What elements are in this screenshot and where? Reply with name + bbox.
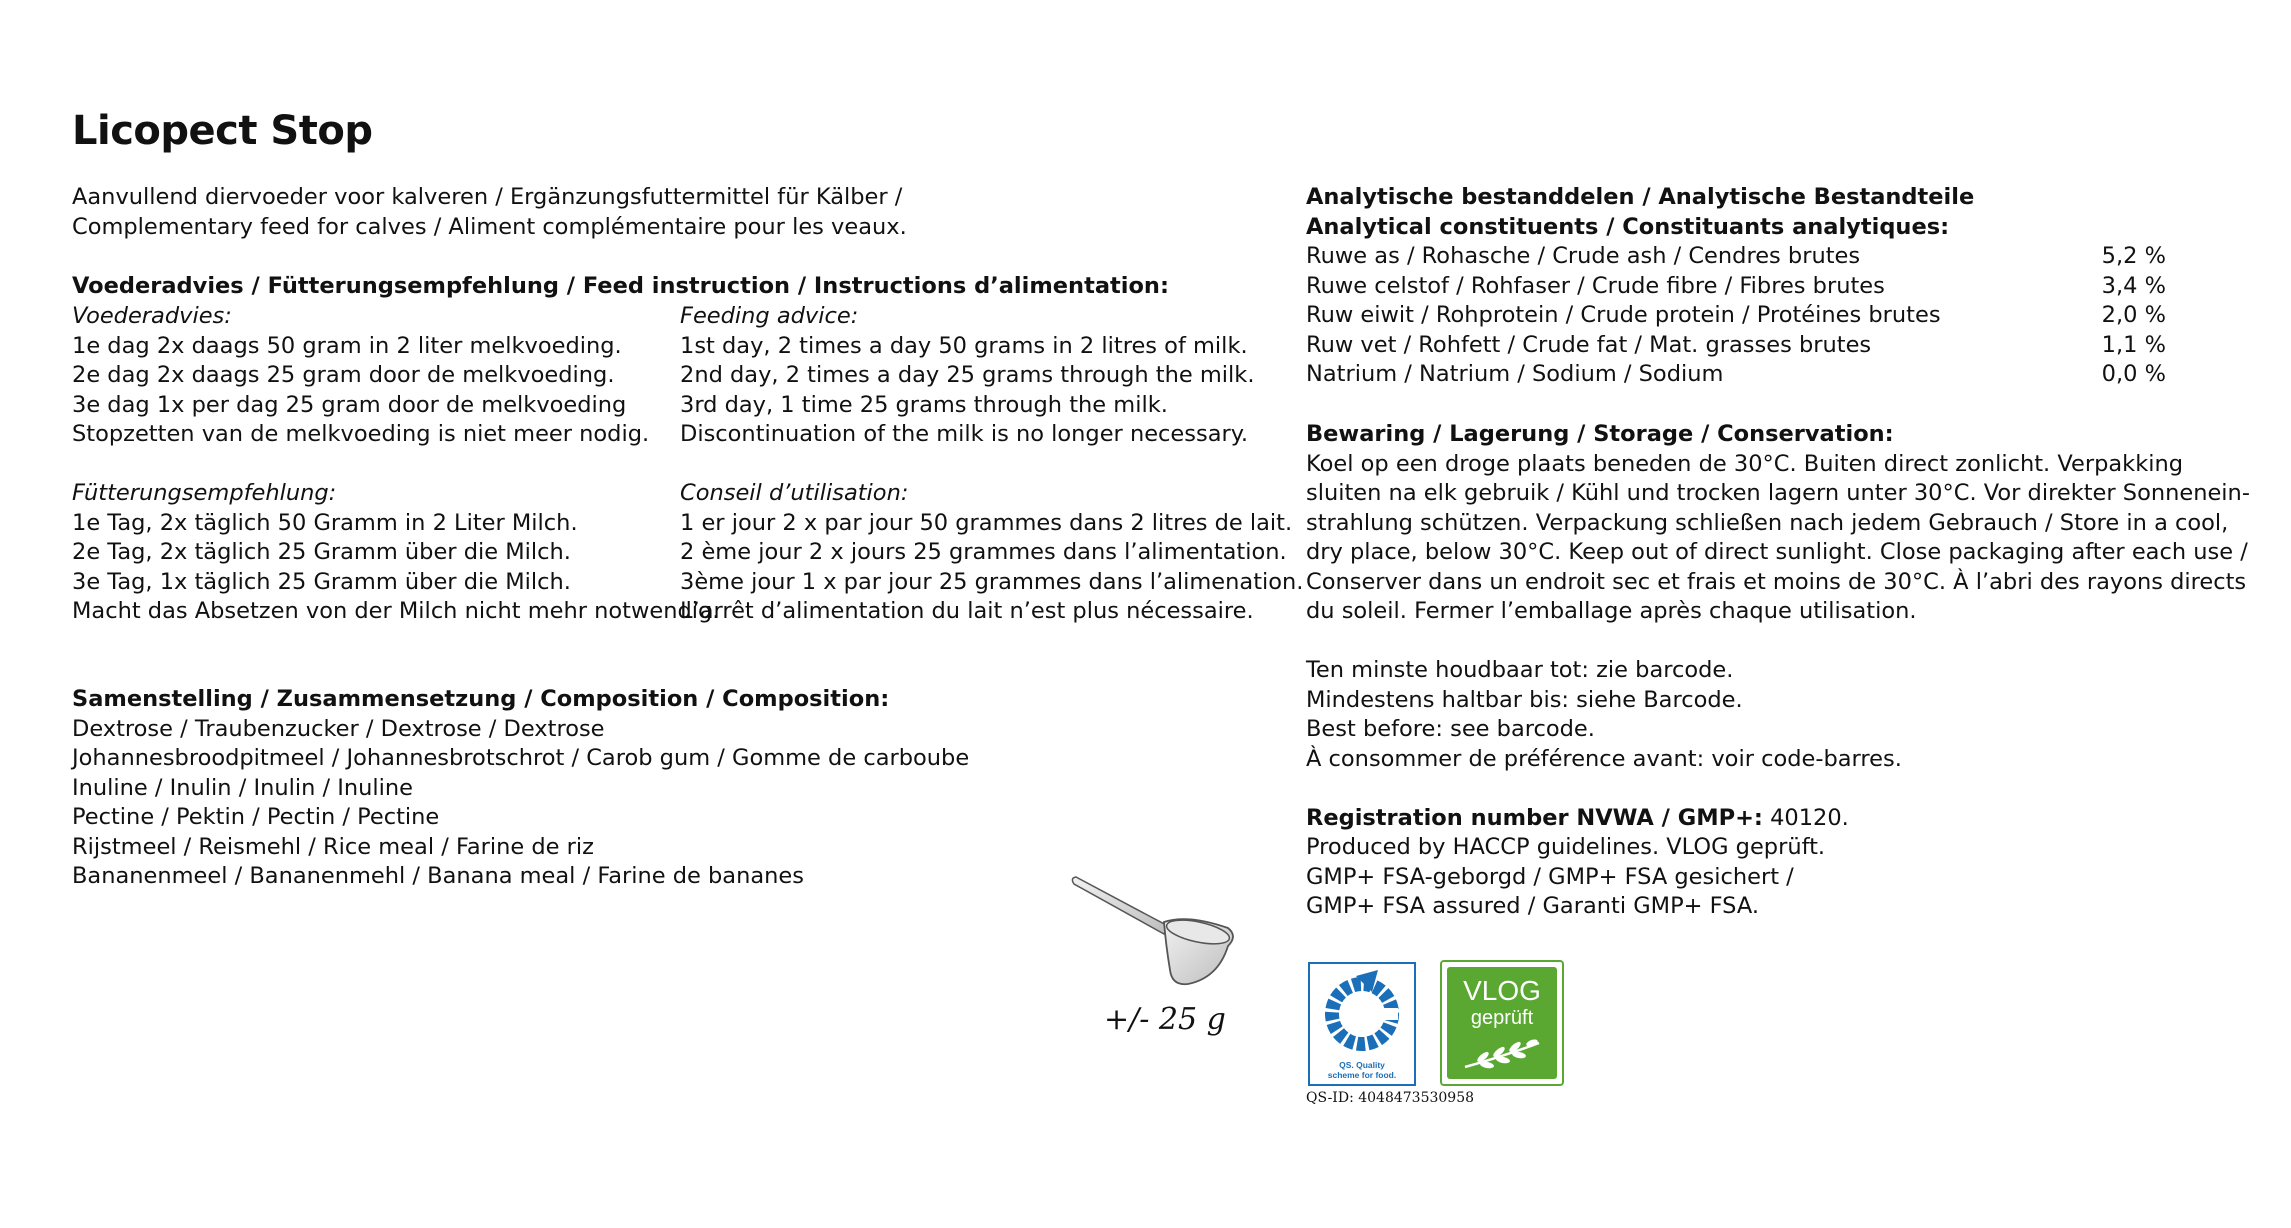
storage-block — [1306, 420, 2250, 922]
intro-text — [72, 183, 907, 242]
analytic-row — [1306, 242, 2166, 272]
feed-nl-label: Voederadvies: — [72, 303, 232, 329]
qs-logo-text1: QS. Quality — [1339, 1060, 1385, 1070]
feed-fr-line: 3ème jour 1 x par jour 25 grammes dans l’alimenation. — [680, 568, 1304, 595]
registration-line — [1306, 804, 2250, 834]
best-before-line: Best before: see barcode. — [1306, 716, 1595, 742]
analytic-name: Ruwe as / Rohasche / Crude ash / Cendres brutes — [1306, 243, 1861, 269]
best-before-line: Mindestens haltbar bis: siehe Barcode. — [1306, 686, 1743, 713]
analytic-subheading: Analytical constituents / Constituants analytiques: — [1306, 213, 1950, 240]
feed-fr-line: 2 ème jour 2 x jours 25 grammes dans l’alimentation. — [680, 539, 1287, 565]
analytic-heading: Analytische bestanddelen / Analytische Bestandteile — [1306, 184, 1975, 210]
feed-nl-line: Stopzetten van de melkvoeding is niet meer nodig. — [72, 421, 650, 447]
composition-line: Inuline / Inulin / Inulin / Inuline — [72, 774, 414, 801]
feed-heading: Voederadvies / Fütterungsempfehlung / Feed instruction / Instructions d’alimentation: — [72, 273, 1169, 299]
vlog-logo-text2: geprüft — [1470, 1007, 1534, 1029]
qs-logo — [1308, 962, 1416, 1086]
feed-en-line: 3rd day, 1 time 25 grams through the milk. — [680, 391, 1168, 418]
feed-de-line: Macht das Absetzen von der Milch nicht mehr notwendig. — [72, 598, 720, 624]
feed-en-block — [680, 302, 1303, 627]
wheat-icon — [1461, 1037, 1543, 1071]
feed-nl-line: 3e dag 1x per dag 25 gram door de melkvoeding — [72, 391, 627, 418]
intro-line: Aanvullend diervoeder voor kalveren / Ergänzungsfuttermittel für Kälber / — [72, 184, 903, 210]
feed-en-line: 1st day, 2 times a day 50 grams in 2 litres of milk. — [680, 332, 1248, 359]
feed-de-line: 3e Tag, 1x täglich 25 Gramm über die Milch. — [72, 568, 571, 595]
feed-fr-line: L’arrêt d’alimentation du lait n’est plus nécessaire. — [680, 598, 1254, 624]
composition-heading: Samenstelling / Zusammensetzung / Composition / Composition: — [72, 686, 890, 712]
feed-nl-block — [72, 302, 719, 627]
feed-fr-line: 1 er jour 2 x par jour 50 grammes dans 2 litres de lait. — [680, 509, 1293, 536]
analytic-name: Ruw vet / Rohfett / Crude fat / Mat. grasses brutes — [1306, 331, 1872, 358]
analytic-name: Ruwe celstof / Rohfaser / Crude fibre / Fibres brutes — [1306, 272, 1885, 299]
composition-line: Bananenmeel / Bananenmehl / Banana meal / Farine de bananes — [72, 863, 804, 889]
vlog-logo-text1: VLOG — [1463, 975, 1541, 1006]
registration-detail: Produced by HACCP guidelines. VLOG geprüft. — [1306, 834, 1826, 860]
feed-en-line: 2nd day, 2 times a day 25 grams through the milk. — [680, 362, 1255, 388]
analytic-value: 1,1 % — [2101, 331, 2166, 358]
feed-fr-label: Conseil d’utilisation: — [680, 480, 909, 506]
scoop-illustration — [1068, 874, 1248, 994]
feed-en-label: Feeding advice: — [680, 303, 859, 329]
storage-line: Conserver dans un endroit sec et frais et moins de 30°C. À l’abri des rayons directs — [1306, 568, 2247, 595]
analytic-value: 3,4 % — [2101, 272, 2166, 299]
composition-line: Dextrose / Traubenzucker / Dextrose / Dextrose — [72, 715, 605, 742]
storage-line: Koel op een droge plaats beneden de 30°C. Buiten direct zonlicht. Verpakking — [1306, 450, 2184, 477]
analytic-row — [1306, 272, 2166, 302]
feed-nl-line: 2e dag 2x daags 25 gram door de melkvoeding. — [72, 362, 615, 388]
feed-de-line: 1e Tag, 2x täglich 50 Gramm in 2 Liter Milch. — [72, 509, 578, 536]
registration-number: 40120. — [1762, 804, 1849, 831]
analytic-value: 0,0 % — [2101, 361, 2166, 387]
qs-id-text: QS-ID: 4048473530958 — [1306, 1090, 1475, 1106]
analytic-value: 2,0 % — [2101, 302, 2166, 328]
analytic-row — [1306, 301, 2166, 331]
storage-line: du soleil. Fermer l’emballage après chaque utilisation. — [1306, 598, 1917, 624]
storage-line: dry place, below 30°C. Keep out of direct sunlight. Close packaging after each use / — [1306, 539, 2248, 565]
feed-en-line: Discontinuation of the milk is no longer necessary. — [680, 421, 1249, 447]
registration-label: Registration number NVWA / GMP+: — [1306, 804, 1763, 831]
storage-line: strahlung schützen. Verpackung schließen nach jedem Gebrauch / Store in a cool, — [1306, 509, 2229, 536]
product-title: Licopect Stop — [72, 108, 373, 154]
feed-de-label: Fütterungsempfehlung: — [72, 480, 337, 506]
vlog-logo — [1440, 960, 1564, 1086]
analytic-block — [1306, 183, 2166, 390]
measuring-scoop-icon — [1068, 874, 1248, 994]
analytic-row — [1306, 360, 2166, 390]
storage-heading: Bewaring / Lagerung / Storage / Conservation: — [1306, 421, 1894, 447]
analytic-value: 5,2 % — [2101, 243, 2166, 269]
scoop-amount-label: +/- 25 g — [1104, 1002, 1226, 1037]
intro-line: Complementary feed for calves / Aliment complémentaire pour les veaux. — [72, 213, 907, 240]
composition-line: Pectine / Pektin / Pectin / Pectine — [72, 804, 440, 830]
feed-de-line: 2e Tag, 2x täglich 25 Gramm über die Milch. — [72, 539, 571, 565]
analytic-name: Natrium / Natrium / Sodium / Sodium — [1306, 361, 1724, 387]
best-before-line: Ten minste houdbaar tot: zie barcode. — [1306, 657, 1734, 683]
vlog-logo-panel — [1447, 967, 1557, 1079]
composition-block — [72, 685, 969, 892]
registration-detail: GMP+ FSA-geborgd / GMP+ FSA gesichert / — [1306, 863, 1794, 890]
storage-line: sluiten na elk gebruik / Kühl und trocken lagern unter 30°C. Vor direkter Sonnenein- — [1306, 480, 2250, 506]
analytic-row — [1306, 331, 2166, 361]
qs-logo-text2: scheme for food. — [1327, 1070, 1397, 1080]
best-before-line: À consommer de préférence avant: voir code-barres. — [1306, 745, 1902, 772]
analytic-name: Ruw eiwit / Rohprotein / Crude protein / Protéines brutes — [1306, 302, 1941, 328]
composition-line: Johannesbroodpitmeel / Johannesbrotschrot / Carob gum / Gomme de carboube — [72, 745, 970, 771]
composition-line: Rijstmeel / Reismehl / Rice meal / Farine de riz — [72, 833, 594, 860]
registration-detail: GMP+ FSA assured / Garanti GMP+ FSA. — [1306, 893, 1760, 919]
qs-quality-icon — [1310, 964, 1414, 1084]
feed-nl-line: 1e dag 2x daags 50 gram in 2 liter melkvoeding. — [72, 332, 622, 359]
